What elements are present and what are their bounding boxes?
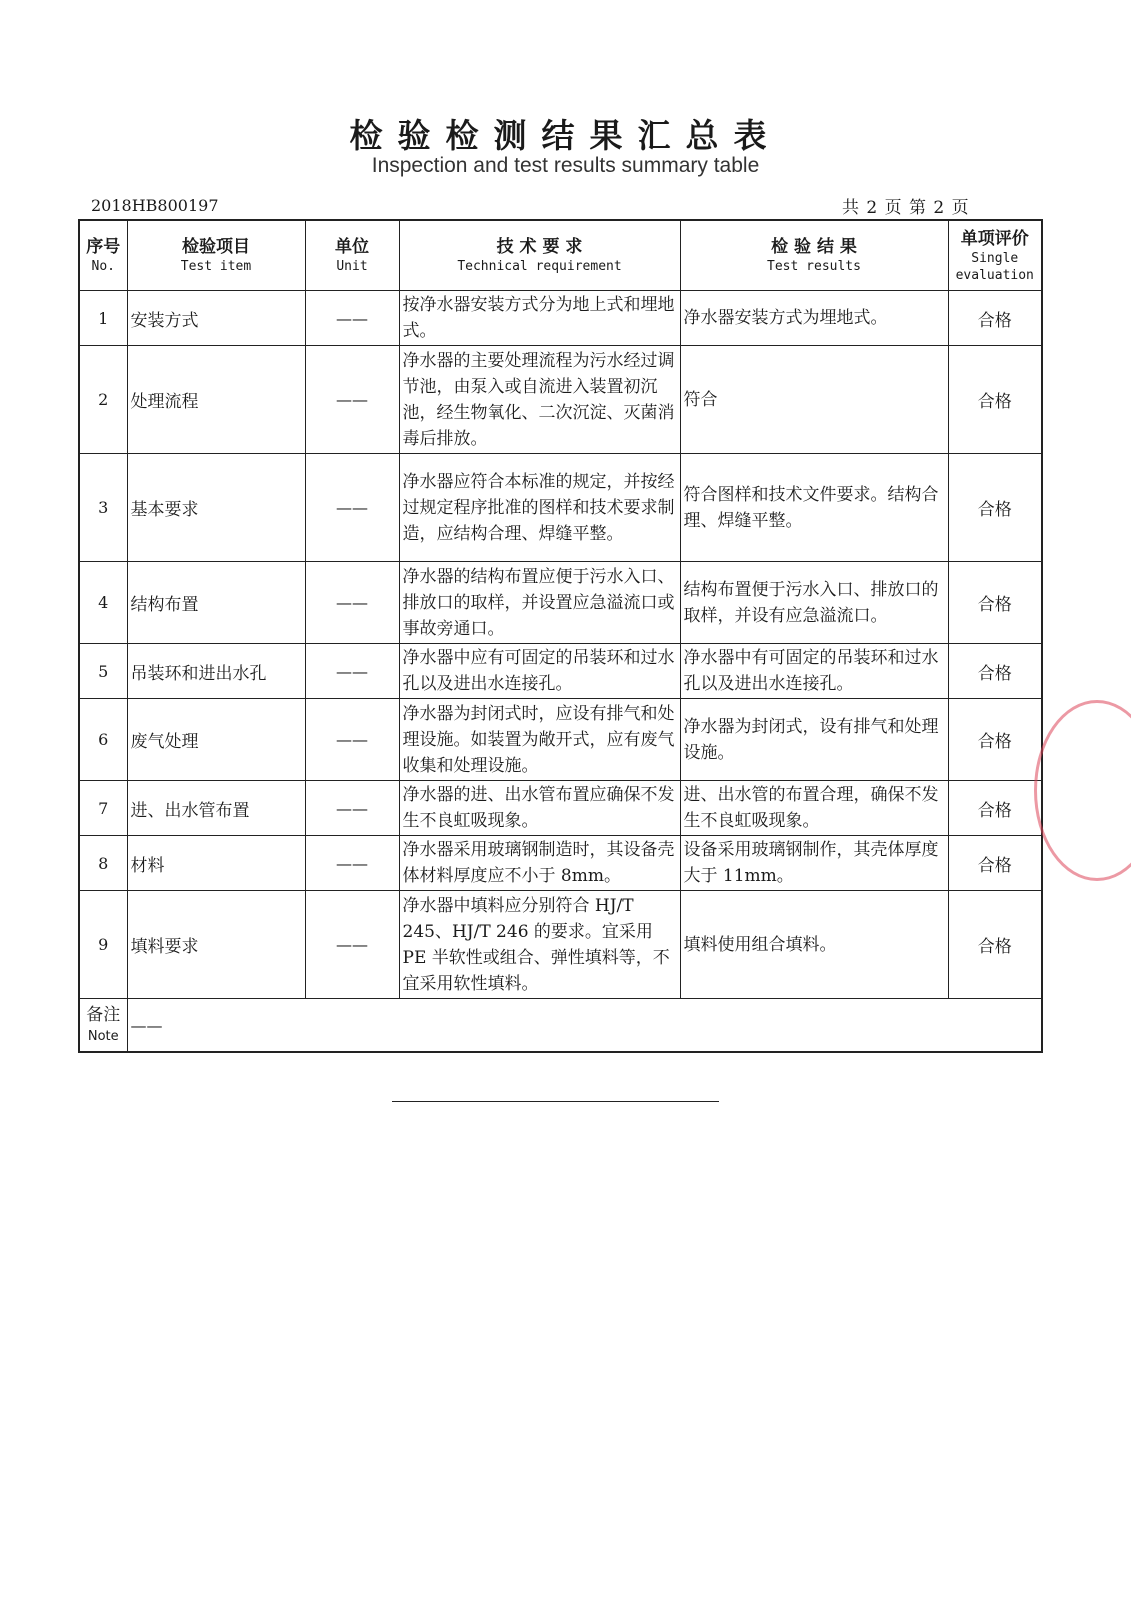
cell-item: 材料 — [127, 836, 305, 891]
cell-no: 7 — [79, 781, 127, 836]
report-number: 2018HB800197 — [91, 196, 219, 215]
cell-result: 符合 — [680, 346, 948, 454]
cell-item: 废气处理 — [127, 699, 305, 781]
cell-evaluation: 合格 — [948, 699, 1042, 781]
cell-no: 4 — [79, 562, 127, 644]
header-no: 序号 No. — [79, 220, 127, 291]
cell-requirement: 净水器中填料应分别符合 HJ/T 245、HJ/T 246 的要求。宜采用 PE 半软性或组合、弹性填料等，不宜采用软性填料。 — [399, 891, 680, 999]
cell-item: 吊装环和进出水孔 — [127, 644, 305, 699]
cell-item: 填料要求 — [127, 891, 305, 999]
cell-result: 净水器安装方式为埋地式。 — [680, 291, 948, 346]
cell-no: 5 — [79, 644, 127, 699]
table-row — [79, 291, 1042, 346]
cell-requirement: 净水器中应有可固定的吊装环和过水孔以及进出水连接孔。 — [399, 644, 680, 699]
cell-result: 净水器为封闭式，设有排气和处理设施。 — [680, 699, 948, 781]
note-row — [79, 999, 1042, 1053]
table-row — [79, 454, 1042, 562]
cell-unit: —— — [305, 562, 399, 644]
cell-unit: —— — [305, 291, 399, 346]
cell-unit: —— — [305, 346, 399, 454]
cell-no: 1 — [79, 291, 127, 346]
cell-result: 符合图样和技术文件要求。结构合理、焊缝平整。 — [680, 454, 948, 562]
cell-requirement: 净水器的结构布置应便于污水入口、排放口的取样，并设置应急溢流口或事故旁通口。 — [399, 562, 680, 644]
cell-result: 结构布置便于污水入口、排放口的取样，并设有应急溢流口。 — [680, 562, 948, 644]
table-row — [79, 781, 1042, 836]
cell-item: 基本要求 — [127, 454, 305, 562]
cell-unit: —— — [305, 644, 399, 699]
cell-item: 安装方式 — [127, 291, 305, 346]
cell-result: 填料使用组合填料。 — [680, 891, 948, 999]
cell-evaluation: 合格 — [948, 781, 1042, 836]
cell-requirement: 净水器采用玻璃钢制造时，其设备壳体材料厚度应不小于 8mm。 — [399, 836, 680, 891]
seal-stamp — [1034, 700, 1131, 881]
document-title-en: Inspection and test results summary table — [371, 154, 760, 177]
end-line — [392, 1101, 719, 1102]
note-text: —— — [127, 999, 1042, 1053]
table-row — [79, 699, 1042, 781]
cell-evaluation: 合格 — [948, 562, 1042, 644]
cell-unit: —— — [305, 836, 399, 891]
cell-unit: —— — [305, 891, 399, 999]
document-title-cn: 检验检测结果汇总表 — [349, 116, 782, 155]
cell-result: 设备采用玻璃钢制作，其壳体厚度大于 11mm。 — [680, 836, 948, 891]
header-test-results: 检 验 结 果 Test results — [680, 220, 948, 291]
header-single-evaluation: 单项评价 Single evaluation — [948, 220, 1042, 291]
cell-evaluation: 合格 — [948, 644, 1042, 699]
table-row — [79, 346, 1042, 454]
table-row — [79, 562, 1042, 644]
table-row — [79, 836, 1042, 891]
cell-unit: —— — [305, 454, 399, 562]
cell-requirement: 净水器应符合本标准的规定，并按经过规定程序批准的图样和技术要求制造，应结构合理、焊缝平整。 — [399, 454, 680, 562]
cell-evaluation: 合格 — [948, 346, 1042, 454]
cell-no: 6 — [79, 699, 127, 781]
header-technical-requirement: 技 术 要 求 Technical requirement — [399, 220, 680, 291]
table-header-row — [79, 220, 1042, 291]
table-row — [79, 891, 1042, 999]
header-test-item: 检验项目 Test item — [127, 220, 305, 291]
header-unit: 单位 Unit — [305, 220, 399, 291]
cell-no: 2 — [79, 346, 127, 454]
cell-no: 3 — [79, 454, 127, 562]
results-table — [78, 219, 1043, 1053]
cell-requirement: 净水器为封闭式时，应设有排气和处理设施。如装置为敞开式，应有废气收集和处理设施。 — [399, 699, 680, 781]
cell-requirement: 净水器的主要处理流程为污水经过调节池，由泵入或自流进入装置初沉池，经生物氧化、二次沉淀、灭菌消毒后排放。 — [399, 346, 680, 454]
cell-result: 净水器中有可固定的吊装环和过水孔以及进出水连接孔。 — [680, 644, 948, 699]
cell-requirement: 净水器的进、出水管布置应确保不发生不良虹吸现象。 — [399, 781, 680, 836]
cell-requirement: 按净水器安装方式分为地上式和埋地式。 — [399, 291, 680, 346]
cell-evaluation: 合格 — [948, 891, 1042, 999]
cell-unit: —— — [305, 699, 399, 781]
cell-no: 9 — [79, 891, 127, 999]
note-label: 备注 Note — [79, 999, 127, 1053]
cell-result: 进、出水管的布置合理，确保不发生不良虹吸现象。 — [680, 781, 948, 836]
cell-evaluation: 合格 — [948, 454, 1042, 562]
cell-item: 进、出水管布置 — [127, 781, 305, 836]
cell-item: 处理流程 — [127, 346, 305, 454]
cell-evaluation: 合格 — [948, 836, 1042, 891]
cell-evaluation: 合格 — [948, 291, 1042, 346]
cell-item: 结构布置 — [127, 562, 305, 644]
cell-unit: —— — [305, 781, 399, 836]
cell-no: 8 — [79, 836, 127, 891]
table-row — [79, 644, 1042, 699]
page-info: 共 2 页 第 2 页 — [842, 198, 970, 218]
